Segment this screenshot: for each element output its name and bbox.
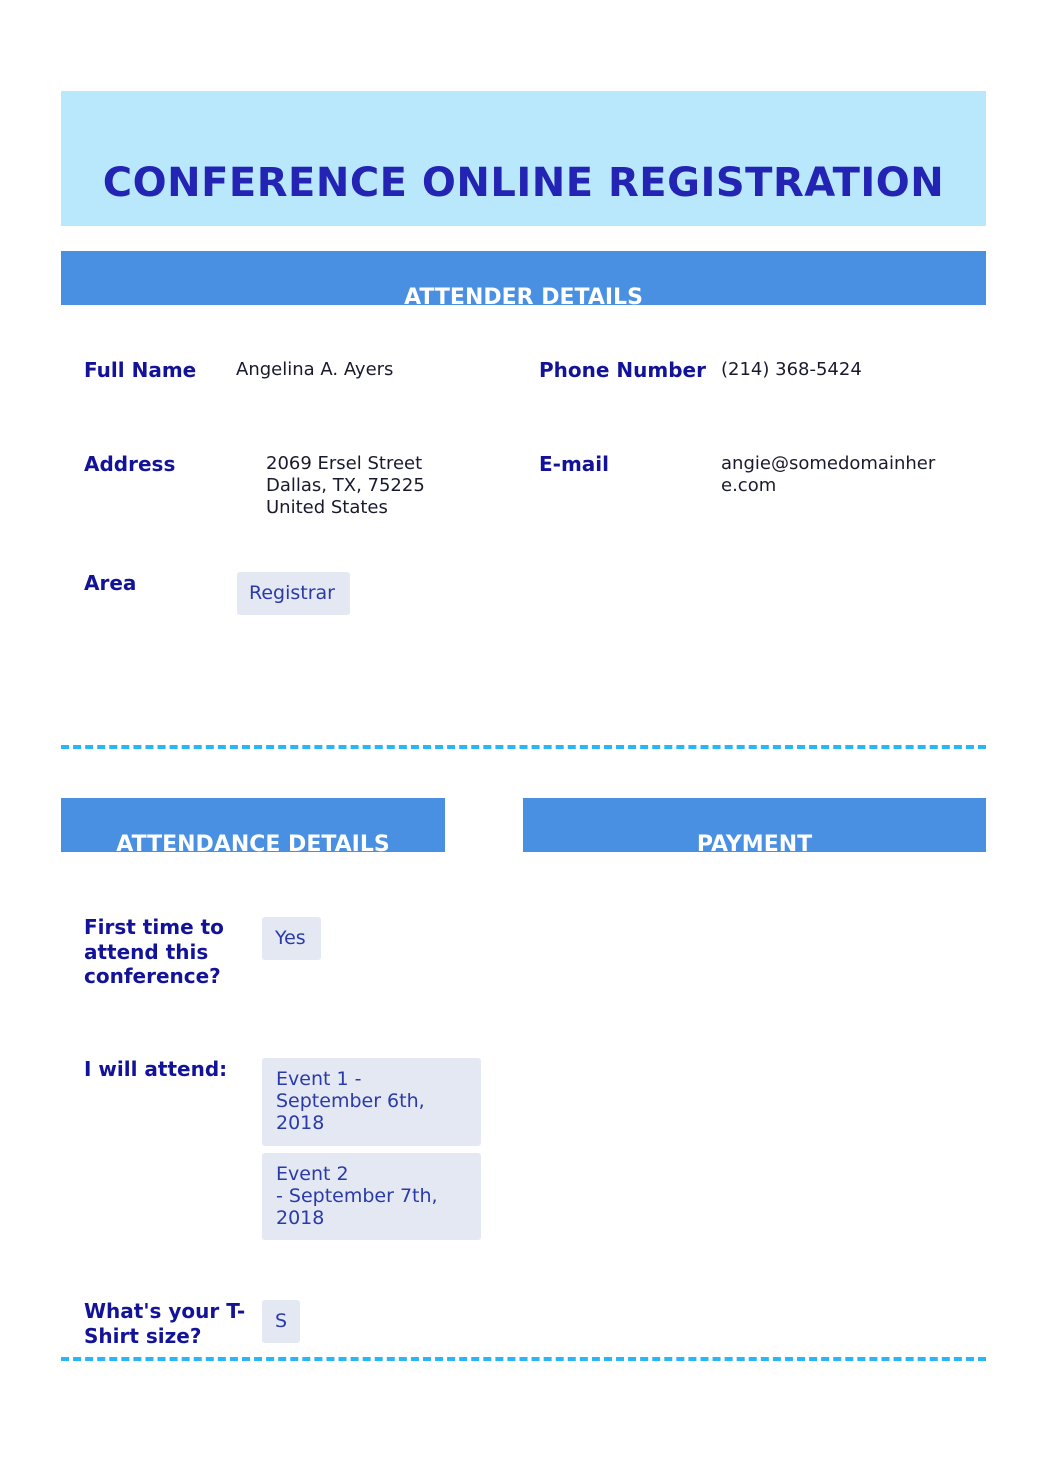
event-1-line-3: 2018 [276,1112,325,1134]
first-time-chip: Yes [262,917,321,960]
address-line-street: 2069 Ersel Street [266,453,423,474]
full-name-label: Full Name [84,358,197,382]
section-header-attendance-details [61,798,445,852]
will-attend-label: I will attend: [84,1057,228,1081]
section-header-attender-details [61,251,986,305]
first-time-label-line-3: conference? [84,964,221,988]
tshirt-size-chip: S [262,1300,300,1343]
email-line-1: angie@somedomainher [721,453,936,474]
full-name-value: Angelina A. Ayers [236,359,394,380]
section-title-payment: PAYMENT [696,832,813,852]
event-chip [262,1153,481,1240]
address-label: Address [84,452,176,476]
address-line-country: United States [266,497,388,518]
event-2-line-3: 2018 [276,1207,325,1229]
address-value [266,453,425,519]
tshirt-size-label-line-2: Shirt size? [84,1323,202,1348]
event-2-line-1: Event 2 [276,1163,349,1185]
page-title: CONFERENCE ONLINE REGISTRATION [102,160,945,206]
first-time-label [84,915,224,989]
section-title-attender-details: ATTENDER DETAILS [404,285,643,305]
section-divider [61,745,986,749]
first-time-label-line-1: First time to [84,915,224,939]
email-line-2: e.com [721,475,777,496]
tshirt-size-label-line-1: What's your T- [84,1299,246,1323]
event-chip [262,1058,481,1146]
section-divider [61,1357,986,1361]
first-time-label-line-2: attend this [84,939,209,964]
area-label: Area [84,571,137,595]
area-chip: Registrar [237,572,350,615]
event-1-line-2: September 6th, [276,1090,425,1112]
address-line-city: Dallas, TX, 75225 [266,475,425,496]
section-header-payment [523,798,986,852]
section-title-attendance-details: ATTENDANCE DETAILS [116,832,390,852]
email-value [721,453,935,497]
event-2-line-2: - September 7th, [276,1185,438,1207]
phone-number-value: (214) 368-5424 [721,359,862,380]
event-1-line-1: Event 1 - [276,1068,362,1090]
email-label: E-mail [539,452,610,476]
phone-number-label: Phone Number [539,358,706,382]
tshirt-size-label [84,1299,245,1348]
title-banner [61,91,986,226]
